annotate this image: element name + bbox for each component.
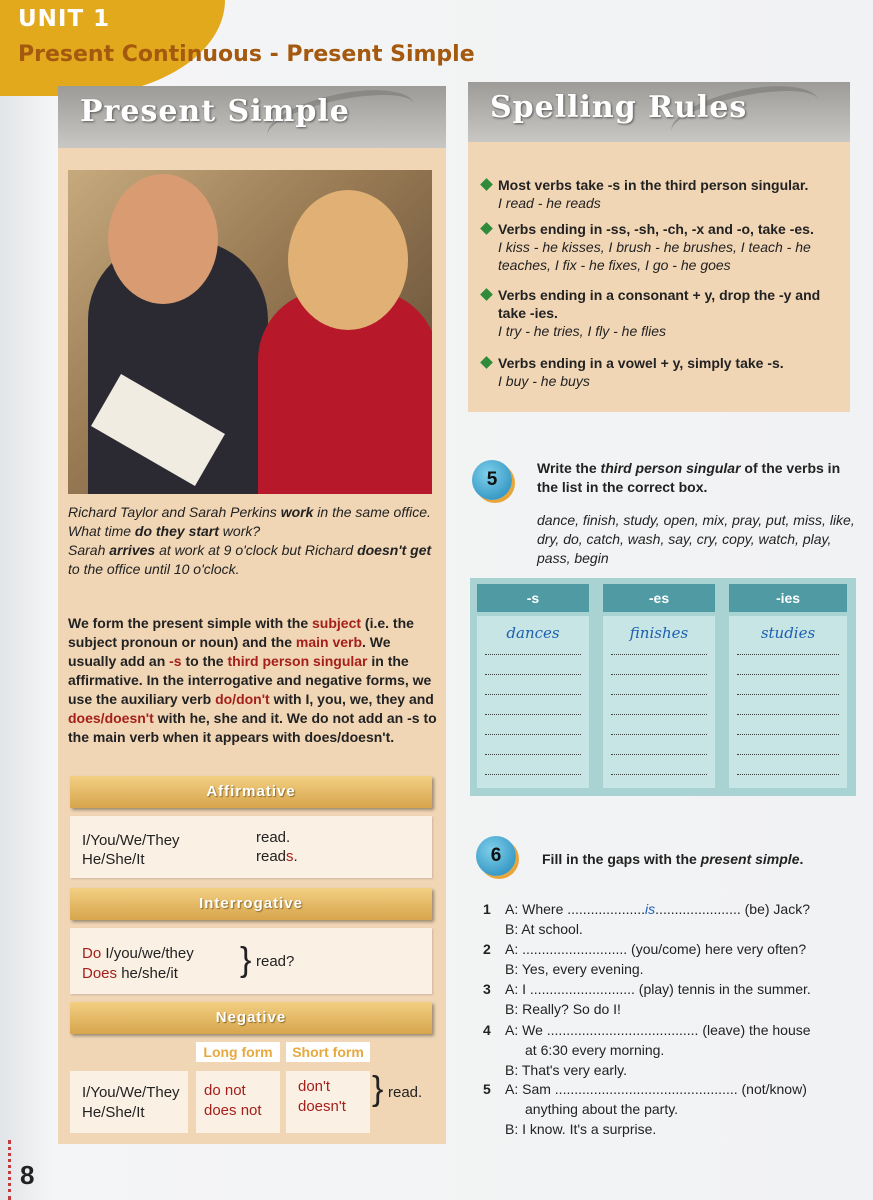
negative-subject-1: I/You/We/They — [82, 1084, 180, 1101]
spelling-rule-1: Most verbs take -s in the third person singular. I read - he reads — [482, 176, 842, 212]
interrogative-heading: Interrogative — [70, 888, 432, 920]
negative-short-2: doesn't — [298, 1098, 346, 1115]
interrogative-box — [70, 928, 432, 994]
column-ies-example: studies — [760, 624, 816, 642]
spelling-rules-heading: Spelling Rules — [490, 90, 748, 125]
column-es-box[interactable] — [603, 616, 715, 788]
spelling-rule-4: Verbs ending in a vowel + y, simply take -s. I buy - he buys — [482, 354, 842, 390]
unit-subtitle: Present Continuous - Present Simple — [18, 42, 475, 67]
present-simple-panel — [58, 86, 446, 1144]
photo-man-head — [108, 174, 218, 304]
bullet-icon — [480, 222, 493, 235]
negative-verb: read. — [388, 1084, 423, 1101]
unit-title: UNIT 1 — [18, 6, 111, 32]
exercise-5-badge: 5 — [472, 460, 512, 500]
column-s-box[interactable] — [477, 616, 589, 788]
exercise-5-instruction: Write the third person singular of the verbs in the list in the correct box. — [537, 460, 841, 495]
column-es-heading: -es — [603, 584, 715, 612]
exercise-6-badge: 6 — [476, 836, 516, 876]
column-ies-box[interactable] — [729, 616, 847, 788]
exercise-6-item-5[interactable]: 5 A: Sam ............................................... (not/know) anything about the party. B: I know. It's a surprise. — [483, 1081, 807, 1137]
affirmative-box — [70, 816, 432, 878]
page-edge-dots — [8, 1140, 11, 1200]
negative-brace: } — [372, 1070, 384, 1108]
negative-subject-2: He/She/It — [82, 1104, 145, 1121]
interrogative-brace: } — [240, 941, 252, 979]
negative-subjects — [70, 1071, 188, 1133]
bullet-icon — [480, 178, 493, 191]
affirmative-verb-2: reads. — [256, 848, 298, 865]
affirmative-heading: Affirmative — [70, 776, 432, 808]
exercise-6-item-1[interactable]: 1 A: Where ....................is...................... (be) Jack? B: At school. — [483, 901, 810, 937]
exercise-6-item-2[interactable]: 2 A: ........................... (you/come) here very often? B: Yes, every evening. — [483, 941, 807, 977]
affirmative-verb-1: read. — [256, 829, 291, 846]
affirmative-subject-1: I/You/We/They — [82, 832, 180, 849]
spelling-rule-3: Verbs ending in a consonant + y, drop the -y and take -ies. I try - he tries, I fly - he flies — [482, 286, 842, 340]
spelling-rules-panel — [468, 82, 850, 412]
negative-short-forms — [286, 1071, 370, 1133]
office-photo — [68, 170, 432, 494]
short-form-label: Short form — [286, 1042, 370, 1062]
photo-caption: Richard Taylor and Sarah Perkins work in the same office. What time do they start work? Sarah arrives at work at 9 o'clock but Richard doesn't get to the office until 10 o'clock. — [68, 504, 432, 577]
column-s-example: dances — [506, 624, 560, 642]
negative-long-forms — [196, 1071, 280, 1133]
spelling-rules-banner — [468, 82, 850, 142]
column-ies-heading: -ies — [729, 584, 847, 612]
bullet-icon — [480, 356, 493, 369]
spelling-rule-2: Verbs ending in -ss, -sh, -ch, -x and -o, take -es. I kiss - he kisses, I brush - he brushes, I teach - he teaches, I fix - he fixes, I go - he goes — [482, 220, 842, 274]
page-number: 8 — [20, 1160, 35, 1190]
negative-heading: Negative — [70, 1002, 432, 1034]
exercise-6-item-4[interactable]: 4 A: We ....................................... (leave) the house at 6:30 every morning. B: That's very early. — [483, 1022, 811, 1078]
photo-woman-head — [288, 190, 408, 330]
long-form-label: Long form — [196, 1042, 280, 1062]
exercise-6-item-3[interactable]: 3 A: I ........................... (play) tennis in the summer. B: Really? So do I! — [483, 981, 811, 1017]
interrogative-verb: read? — [256, 953, 295, 970]
interrogative-row-1: Do I/you/we/they — [82, 945, 194, 962]
negative-long-1: do not — [204, 1082, 246, 1099]
negative-short-1: don't — [298, 1078, 331, 1095]
column-s-heading: -s — [477, 584, 589, 612]
affirmative-subject-2: He/She/It — [82, 851, 145, 868]
bullet-icon — [480, 288, 493, 301]
grammar-explanation: We form the present simple with the subject (i.e. the subject pronoun or noun) and the main verb. We usually add an -s to the third person singular in the affirmative. In the interrogative and negative forms, we use the auxiliary verb do/don't with I, you, we, they and does/doesn't with he, she and it. We do not add an -s to the main verb when it appears with does/doesn't. — [68, 615, 437, 745]
negative-long-2: does not — [204, 1102, 262, 1119]
present-simple-heading: Present Simple — [80, 94, 350, 129]
exercise-6-instruction: Fill in the gaps with the present simple. — [542, 851, 804, 867]
present-simple-banner — [58, 86, 446, 148]
exercise-5-word-list: dance, finish, study, open, mix, pray, put, miss, like, dry, do, catch, wash, say, cry, copy, watch, play, pass, begin — [537, 512, 855, 566]
column-es-example: finishes — [629, 624, 689, 642]
interrogative-row-2: Does he/she/it — [82, 965, 178, 982]
exercise-5-sorting-table — [470, 578, 856, 796]
